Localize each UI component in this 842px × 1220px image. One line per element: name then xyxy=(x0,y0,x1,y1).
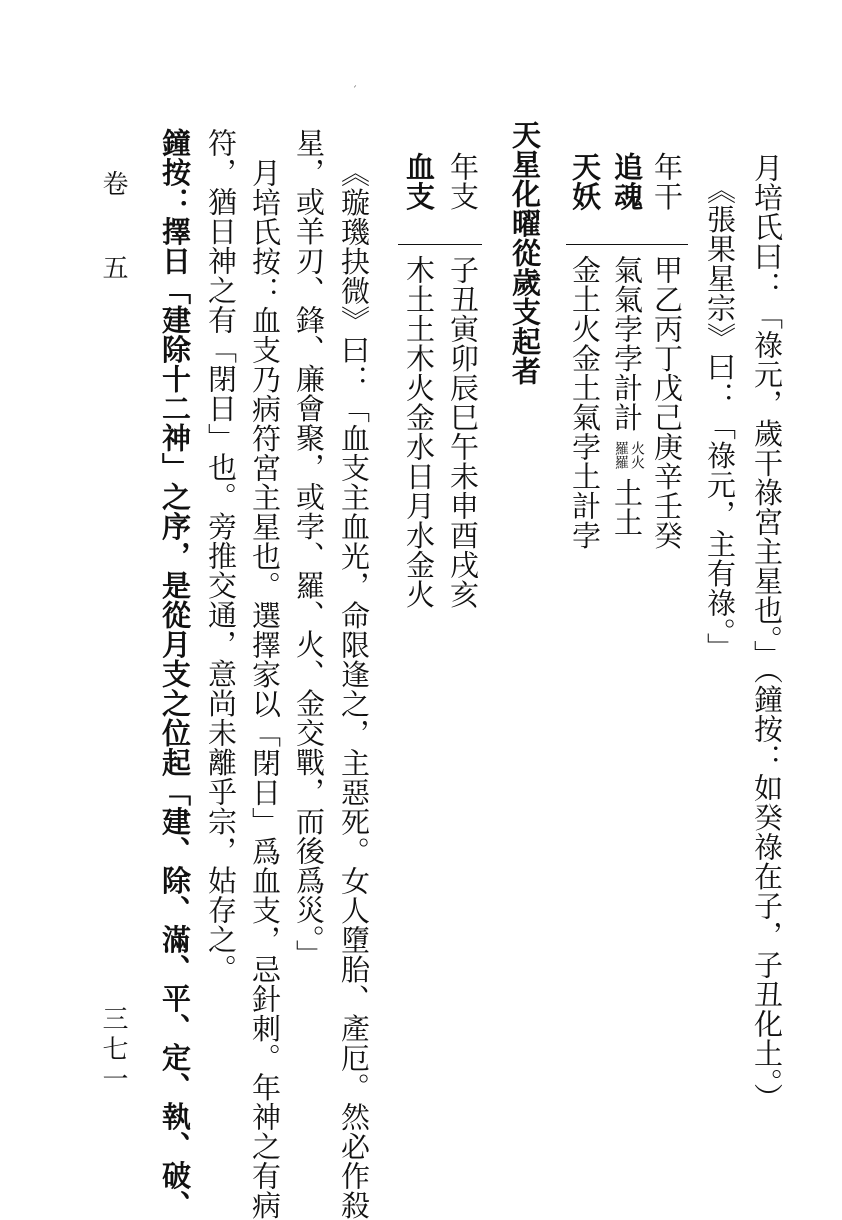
section-title: 天星化曜從歲支起者 xyxy=(508,120,542,386)
para-2-line-1: 月培氏按：血支乃病符宮主星也。選擇家以「閉日」爲血支，忌針刺。年神之有病 xyxy=(248,158,282,1220)
table-2-row-1-label: 血支 xyxy=(402,152,436,211)
table-2-row-1-values: 木土土木火金水日月水金火 xyxy=(402,255,436,609)
table-1-header-label: 年干 xyxy=(650,152,684,211)
para-3-line-1: 鐘按：擇日「建除十二神」之序，是從月支之位起「建、除、滿、平、定、執、破、 xyxy=(158,128,192,1220)
table-1-divider xyxy=(566,244,688,245)
para-1-line-1: 《璇璣抉微》曰：「血支主血光，命限逢之，主惡死。女人墮胎、產厄。然必作殺 xyxy=(337,158,371,1220)
table-1-row-1-values-b: 土土 xyxy=(610,478,644,537)
volume-label: 卷 五 xyxy=(98,170,128,294)
table-2-header-label: 年支 xyxy=(446,152,480,211)
table-1-row-1-label: 追魂 xyxy=(610,152,644,211)
para-1-line-2: 星，或羊刃、鋒、廉會聚，或孛、羅、火、金交戰，而後爲災。」 xyxy=(292,128,326,969)
table-1-row-2-label: 天妖 xyxy=(568,152,602,211)
table-1-row-1-values-a: 氣氣孛孛計計 xyxy=(610,255,644,432)
quote-1: 月培氏曰：「祿元，歲干祿宮主星也。」（鐘按：如癸祿在子，子丑化土。） xyxy=(750,153,784,1113)
para-2-line-2: 符，猶日神之有「閉日」也。旁推交通，意尚未離乎宗，姑存之。 xyxy=(204,128,238,984)
quote-2: 《張果星宗》曰：「祿元，主有祿。」 xyxy=(703,175,737,662)
table-2-header-values: 子丑寅卯辰巳午未申酉戌亥 xyxy=(446,255,480,609)
table-2-divider xyxy=(398,244,482,245)
stray-mark: ˊ xyxy=(352,86,357,97)
table-1-row-1-small-a: 火火 xyxy=(629,441,645,469)
table-1-header-values: 甲乙丙丁戊己庚辛壬癸 xyxy=(650,255,684,550)
table-1-row-1-small-b: 羅羅 xyxy=(613,441,629,469)
page-number: 三七一 xyxy=(98,1005,128,1095)
table-1-row-2-values: 金土火金土氣孛土計孛 xyxy=(568,255,602,550)
